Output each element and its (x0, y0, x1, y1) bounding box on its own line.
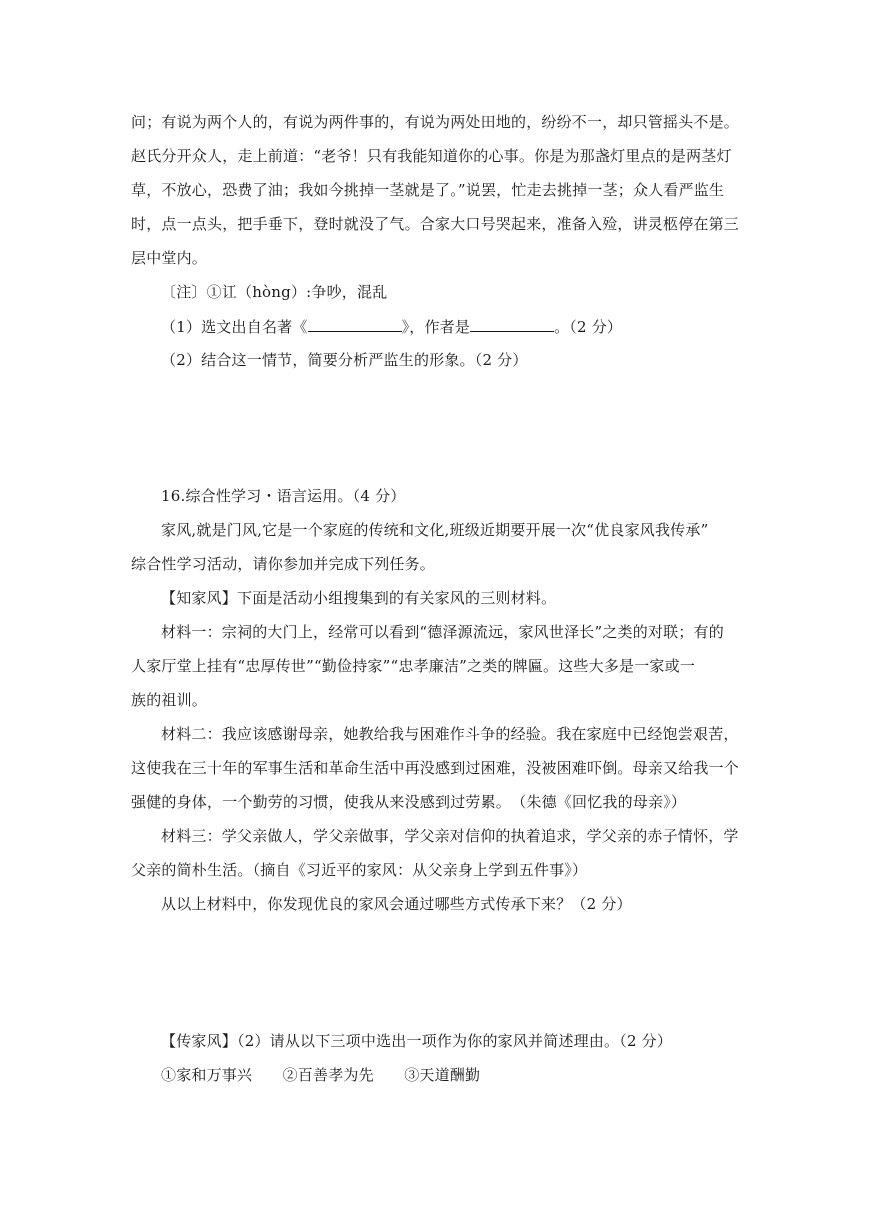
material-1-line-2: 人家厅堂上挂有“忠厚传世”“勤俭持家”“忠孝廉洁”之类的牌匾。这些大多是一家或一 (131, 657, 696, 675)
book-title-close: 》 (401, 318, 410, 336)
material-3-line-2: 父亲的简朴生活。（摘自《习近平的家风：从父亲身上学到五件事》） (131, 861, 588, 879)
material-2-line-2: 这使我在三十年的军事生活和革命生活中再没感到过困难，没被困难吓倒。母亲又给我一个 (131, 759, 740, 777)
question-2: （2）结合这一情节，简要分析严监生的形象。（2 分） (161, 351, 528, 369)
passage-line-2: 赵氏分开众人，走上前道：“老爷！只有我能知道你的心事。你是为那盏灯里点的是两茎灯 (131, 147, 732, 165)
question-16-title: 16.综合性学习・语言运用。（4 分） (161, 487, 406, 505)
question-1-prefix: （1）选文出自名著 (161, 318, 293, 336)
footnote: 〔注〕①讧（hòng）:争吵，混乱 (161, 283, 388, 301)
question-1-suffix: 。（2 分） (554, 318, 623, 336)
passage-line-4: 时，点一点头，把手垂下，登时就没了气。合家大口号哭起来，准备入殓，讲灵柩停在第三 (131, 215, 740, 233)
question-1-mid: ，作者是 (409, 318, 471, 336)
family-motto-options: ①家和万事兴 ②百善孝为先 ③天道酬勤 (161, 1066, 481, 1084)
author-blank[interactable] (470, 315, 554, 332)
pass-family-heading: 【传家风】（2）请从以下三项中选出一项作为你的家风并简述理由。（2 分） (161, 1032, 673, 1050)
book-title-blank[interactable] (308, 315, 402, 332)
material-3-line-1: 材料三：学父亲做人，学父亲做事，学父亲对信仰的执着追求，学父亲的赤子情怀，学 (161, 827, 739, 845)
material-1-line-3: 族的祖训。 (131, 691, 208, 709)
question-1 (161, 315, 622, 338)
material-2-line-1: 材料二：我应该感谢母亲，她教给我与困难作斗争的经验。我在家庭中已经饱尝艰苦， (161, 725, 739, 743)
passage-line-5: 层中堂内。 (131, 249, 208, 267)
question-16-1: 从以上材料中，你发现优良的家风会通过哪些方式传承下来？（2 分） (161, 895, 632, 913)
know-family-heading: 【知家风】下面是活动小组搜集到的有关家风的三则材料。 (161, 589, 557, 607)
material-2-line-3: 强健的身体，一个勤劳的习惯，使我从来没感到过劳累。 （朱德《回忆我的母亲》） (131, 793, 687, 811)
book-title-open: 《 (292, 318, 308, 336)
material-1-line-1: 材料一：宗祠的大门上，经常可以看到“德泽源流远，家风世泽长”之类的对联；有的 (161, 623, 724, 641)
passage-line-1: 问；有说为两个人的，有说为两件事的，有说为两处田地的，纷纷不一，却只管摇头不是。 (131, 113, 740, 131)
q16-intro-line-1: 家风,就是门风,它是一个家庭的传统和文化,班级近期要开展一次“优良家风我传承” (161, 521, 709, 539)
q16-intro-line-2: 综合性学习活动，请你参加并完成下列任务。 (131, 555, 436, 573)
passage-line-3: 草，不放心，恐费了油；我如今挑掉一茎就是了。”说罢，忙走去挑掉一茎；众人看严监生 (131, 181, 725, 199)
